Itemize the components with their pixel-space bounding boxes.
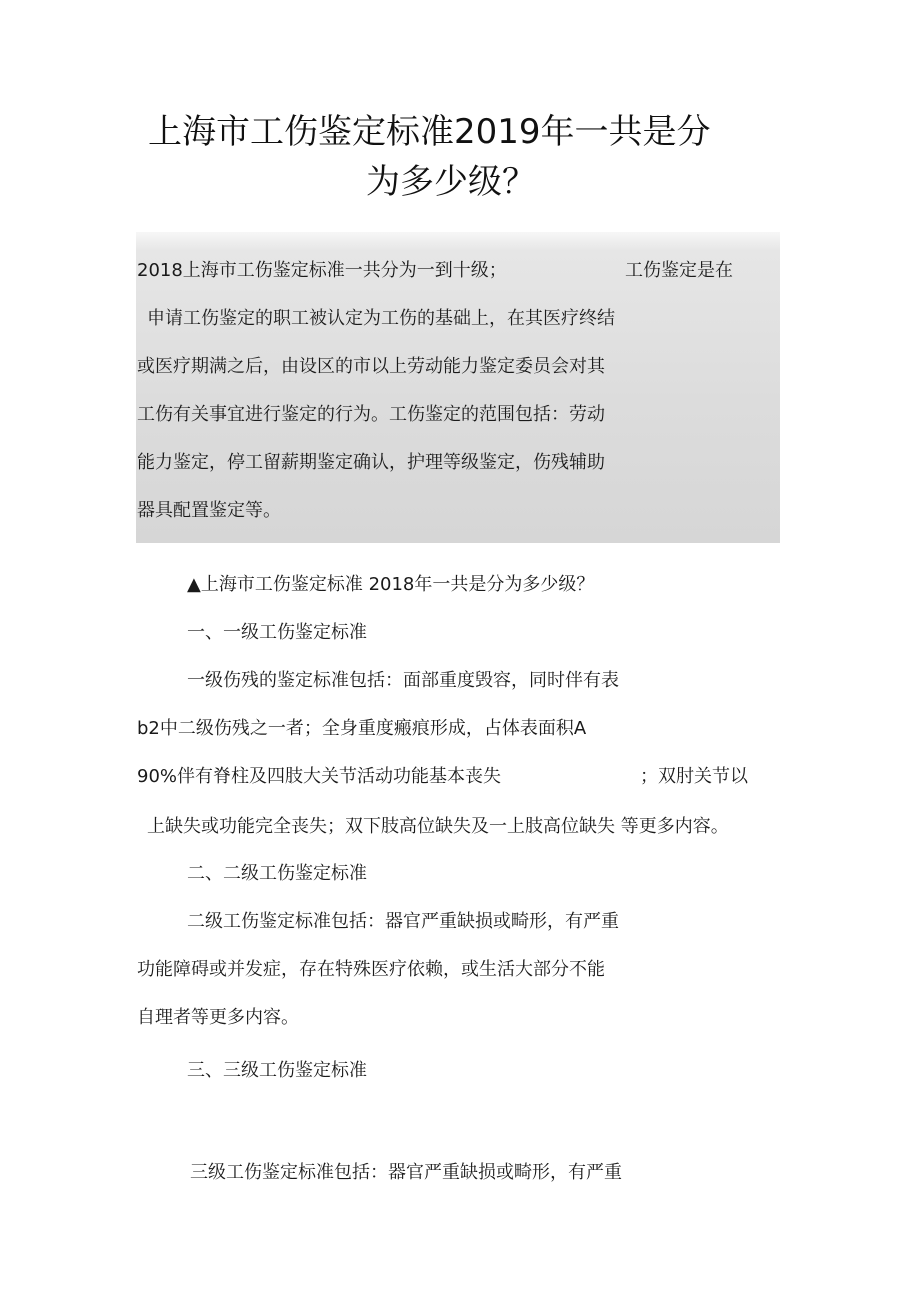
section-heading-3: 三、三级工伤鉴定标准 (187, 1060, 367, 1081)
document-title-line-2: 为多少级？ (366, 162, 536, 202)
paragraph-3-line-1: 三级工伤鉴定标准包括：器官严重缺损或畸形，有严重 (190, 1162, 622, 1183)
paragraph-2-line-2: 功能障碍或并发症，存在特殊医疗依赖，或生活大部分不能 (137, 959, 605, 980)
intro-line-1a: 2018上海市工伤鉴定标准一共分为一到十级； (137, 260, 507, 281)
intro-line-4: 工伤有关事宜进行鉴定的行为。工伤鉴定的范围包括：劳动 (137, 404, 605, 425)
intro-line-1b: 工伤鉴定是在 (625, 260, 733, 281)
intro-line-2: 申请工伤鉴定的职工被认定为工伤的基础上，在其医疗终结 (147, 308, 615, 329)
intro-line-6: 器具配置鉴定等。 (137, 500, 281, 521)
paragraph-1-line-3b: ；双肘关节以 (640, 766, 748, 787)
paragraph-2-line-1: 二级工伤鉴定标准包括：器官严重缺损或畸形，有严重 (187, 911, 619, 932)
paragraph-1-line-3a: 90%伴有脊柱及四肢大关节活动功能基本丧失 (137, 766, 502, 787)
intro-line-3: 或医疗期满之后，由设区的市以上劳动能力鉴定委员会对其 (137, 356, 605, 377)
section-heading-2: 二、二级工伤鉴定标准 (187, 863, 367, 884)
document-title-line-1: 上海市工伤鉴定标准2019年一共是分 (148, 112, 711, 152)
paragraph-1-line-4: 上缺失或功能完全丧失；双下肢高位缺失及一上肢高位缺失 等更多内容。 (147, 816, 729, 837)
section-heading-1: 一、一级工伤鉴定标准 (187, 622, 367, 643)
intro-line-5: 能力鉴定，停工留薪期鉴定确认，护理等级鉴定，伤残辅助 (137, 452, 605, 473)
question-line: ▲上海市工伤鉴定标准 2018年一共是分为多少级？ (187, 574, 595, 595)
paragraph-2-line-3: 自理者等更多内容。 (137, 1007, 299, 1028)
paragraph-1-line-2: b2中二级伤残之一者；全身重度瘢痕形成，占体表面积A (137, 718, 587, 739)
paragraph-1-line-1: 一级伤残的鉴定标准包括：面部重度毁容，同时伴有表 (187, 670, 619, 691)
